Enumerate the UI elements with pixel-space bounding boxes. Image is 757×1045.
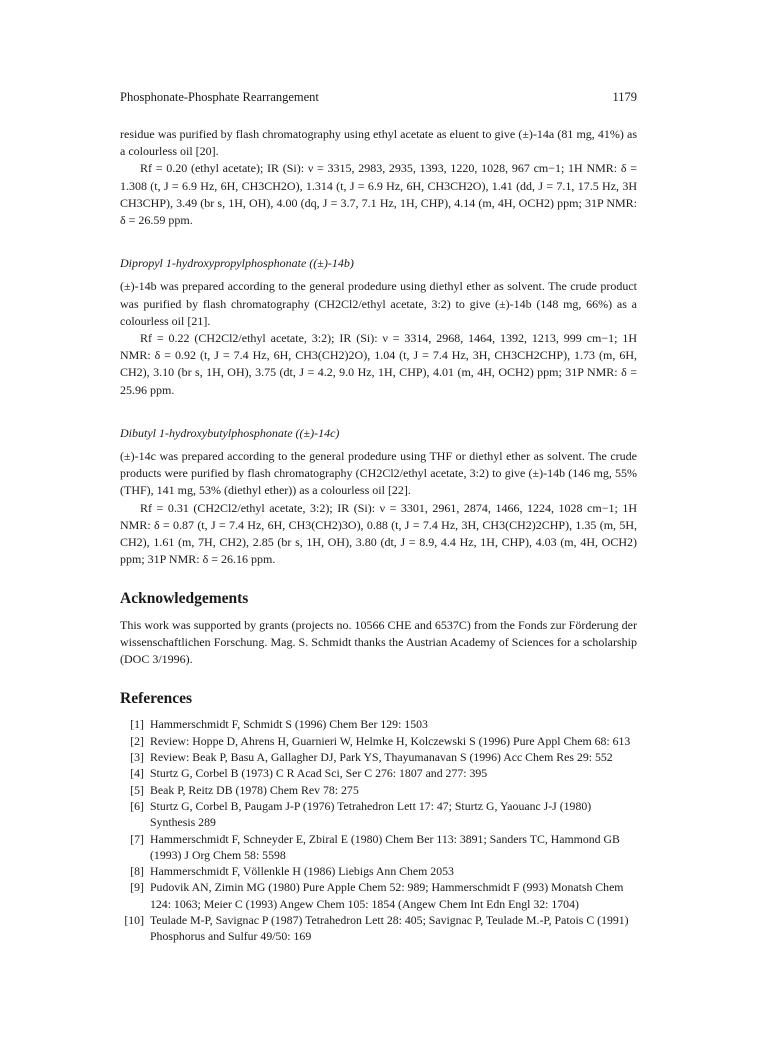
paragraph-14b-prep: (±)-14b was prepared according to the general prodedure using diethyl ether as solvent. The crude product was purified by flash chromatography (CH2Cl2/ethyl acetate, 3:2) to give (±)-14b (148 mg, 66%) as a colourless oil [21]. [120,279,637,328]
reference-list [120,716,637,944]
paragraph-14a-result: residue was purified by flash chromatography using ethyl acetate as eluent to give (±)-14a (81 mg, 41%) as a colourless oil [20]. [120,127,637,159]
reference-item [120,879,637,912]
reference-item [120,782,637,798]
paragraph-14b-data: Rf = 0.22 (CH2Cl2/ethyl acetate, 3:2); IR (Si): ν = 3314, 2968, 1464, 1392, 1213, 999 cm−1; 1H NMR: δ = 0.92 (t, J = 7.4 Hz, 6H, CH3(CH2)2O), 1.04 (t, J = 7.4 Hz, 3H, CH3CH2CHP), 1.73 (m, 6H, CH2), 3.10 (br s, 1H, OH), 3.75 (dt, J = 4.2, 9.0 Hz, 1H, CHP), 4.01 (m, 4H, OCH2) ppm; 31P NMR: δ = 25.96 ppm. [120,331,637,397]
reference-number: [1] [130,717,144,732]
reference-item [120,863,637,879]
reference-number: [8] [130,864,144,879]
references-title: References [120,690,193,708]
reference-number: [9] [130,880,144,895]
paragraph-14c-data: Rf = 0.31 (CH2Cl2/ethyl acetate, 3:2); IR (Si): ν = 3301, 2961, 2874, 1466, 1224, 1028 cm−1; 1H NMR: δ = 0.87 (t, J = 7.4 Hz, 6H, CH3(CH2)3O), 0.88 (t, J = 7.4 Hz, 3H, CH3(CH2)2CHP), 1.35 (m, 5H, CH2), 1.61 (m, 7H, CH2), 2.85 (br s, 1H, OH), 3.80 (dt, J = 8.9, 4.4 Hz, 1H, CHP), 4.03 (m, 4H, OCH2) ppm; 31P NMR: δ = 26.16 ppm. [120,500,637,567]
reference-number: [4] [130,766,144,781]
reference-text: Hammerschmidt F, Völlenkle H (1986) Liebigs Ann Chem 2053 [150,864,454,879]
running-header [120,90,637,105]
article-body [120,126,637,945]
paragraph-14a-data: Rf = 0.20 (ethyl acetate); IR (Si): ν = 3315, 2983, 2935, 1393, 1220, 1028, 967 cm−1; 1H NMR: δ = 1.308 (t, J = 6.9 Hz, 6H, CH3CH2O), 1.314 (t, J = 6.9 Hz, 6H, CH3CH2O), 1.41 (dd, J = 7.1, 17.5 Hz, 3H CH3CHP), 3.49 (br s, 1H, OH), 4.00 (dq, J = 3.7, 7.1 Hz, 1H, CHP), 4.14 (m, 4H, OCH2) ppm; 31P NMR: δ = 26.59 ppm. [120,161,637,228]
heading-14c: Dibutyl 1-hydroxybutylphosphonate ((±)-14c) [120,425,340,440]
reference-number: [3] [130,750,144,765]
reference-text: Hammerschmidt F, Schneyder E, Zbiral E (1980) Chem Ber 113: 3891; Sanders TC, Hammond GB (1993) J Org Chem 58: 5598 [150,831,620,862]
acknowledgements-title: Acknowledgements [120,590,249,608]
reference-item [120,733,637,749]
reference-item [120,831,637,864]
reference-number: [10] [124,913,144,928]
acknowledgements-text: This work was supported by grants (projects no. 10566 CHE and 6537C) from the Fonds zur Förderung der wissenschaftlichen Forschung. Mag. S. Schmidt thanks the Austrian Academy of Sciences for a scholarship (DOC 3/1996). [120,617,637,667]
paragraph-14c-prep: (±)-14c was prepared according to the general prodedure using THF or diethyl ether as solvent. The crude products were purified by flash chromatography (CH2Cl2/ethyl acetate, 3:2) to give (±)-14b (146 mg, 55% (THF), 141 mg, 53% (diethyl ether)) as a colourless oil [22]. [120,449,637,498]
reference-number: [2] [130,733,144,748]
reference-number: [5] [130,782,144,797]
reference-text: Hammerschmidt F, Schmidt S (1996) Chem Ber 129: 1503 [150,717,428,732]
reference-text: Pudovik AN, Zimin MG (1980) Pure Apple Chem 52: 989; Hammerschmidt F (993) Monatsh Chem 124: 1063; Meier C (1993) Angew Chem 105: 1854 (Angew Chem Int Edn Engl 32: 1704) [150,880,624,911]
reference-number: [6] [130,798,144,813]
reference-text: Sturtz G, Corbel B (1973) C R Acad Sci, Ser C 276: 1807 and 277: 395 [150,766,488,781]
reference-text: Teulade M-P, Savignac P (1987) Tetrahedron Lett 28: 405; Savignac P, Teulade M.-P, Patois C (1991) Phosphorus and Sulfur 49/50: 169 [150,913,629,944]
reference-text: Beak P, Reitz DB (1978) Chem Rev 78: 275 [150,782,359,797]
reference-item [120,749,637,765]
running-title: Phosphonate-Phosphate Rearrangement [120,90,319,104]
reference-text: Sturtz G, Corbel B, Paugam J-P (1976) Tetrahedron Lett 17: 47; Sturtz G, Yaouanc J-J (1980) Synthesis 289 [150,798,592,830]
page-number: 1179 [612,90,637,104]
reference-text: Review: Beak P, Basu A, Gallagher DJ, Park YS, Thayumanavan S (1996) Acc Chem Res 29: 552 [150,750,613,765]
reference-number: [7] [130,831,144,846]
reference-item [120,912,637,945]
heading-14b: Dipropyl 1-hydroxypropylphosphonate ((±)-14b) [120,256,354,271]
reference-item [120,765,637,781]
reference-item [120,716,637,732]
reference-item [120,798,637,831]
reference-text: Review: Hoppe D, Ahrens H, Guarnieri W, Helmke H, Kolczewski S (1996) Pure Appl Chem 68: 613 [150,733,631,748]
